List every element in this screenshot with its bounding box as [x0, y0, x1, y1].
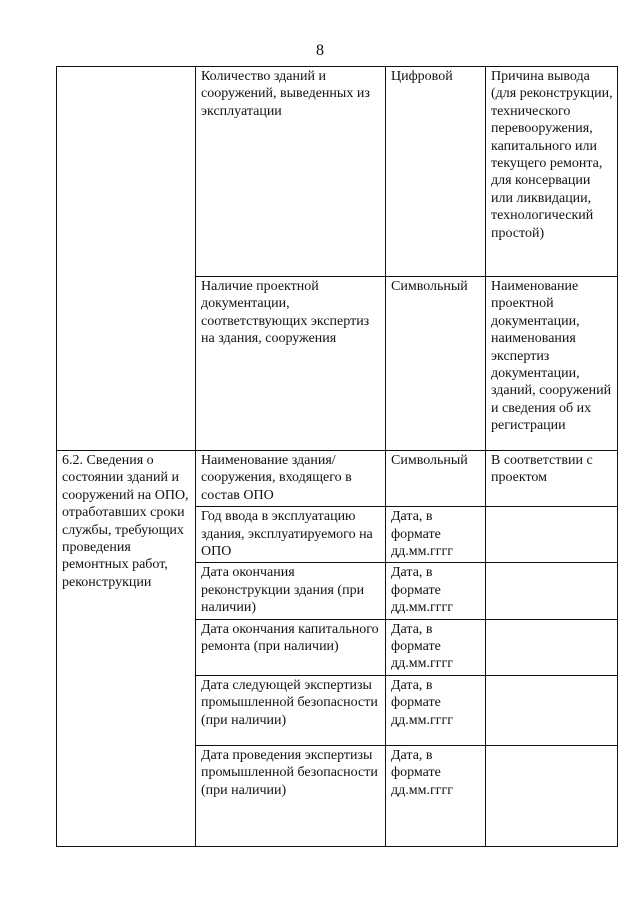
- requirements-table: [56, 66, 618, 847]
- note-cell: Наименование проектной документации, наименования экспертиз документации, зданий, сооружений и сведения об их регистрации: [486, 277, 618, 451]
- section-cell: [57, 67, 196, 451]
- indicator-cell: Дата окончания капитального ремонта (при наличии): [196, 619, 386, 675]
- type-cell: Дата, в формате дд.мм.гггг: [386, 675, 486, 745]
- indicator-cell: Дата окончания реконструкции здания (при наличии): [196, 563, 386, 619]
- indicator-cell: Год ввода в эксплуатацию здания, эксплуатируемого на ОПО: [196, 507, 386, 563]
- type-cell: Дата, в формате дд.мм.гггг: [386, 619, 486, 675]
- type-cell: Дата, в формате дд.мм.гггг: [386, 563, 486, 619]
- indicator-cell: Дата проведения экспертизы промышленной безопасности (при наличии): [196, 745, 386, 846]
- indicator-cell: Дата следующей экспертизы промышленной безопасности (при наличии): [196, 675, 386, 745]
- note-cell: [486, 675, 618, 745]
- type-cell: Дата, в формате дд.мм.гггг: [386, 745, 486, 846]
- note-cell: Причина вывода (для реконструкции, технического перевооружения, капитального или текущего ремонта, для консервации или ликвидации, технологический простой): [486, 67, 618, 277]
- section-cell: 6.2. Сведения о состоянии зданий и сооружений на ОПО, отработавших сроки службы, требующих проведения ремонтных работ, реконструкции: [57, 451, 196, 847]
- type-cell: Цифровой: [386, 67, 486, 277]
- note-cell: [486, 507, 618, 563]
- type-cell: Символьный: [386, 451, 486, 507]
- table-row: [57, 451, 618, 507]
- table-row: [57, 67, 618, 277]
- note-cell: [486, 563, 618, 619]
- indicator-cell: Количество зданий и сооружений, выведенных из эксплуатации: [196, 67, 386, 277]
- type-cell: Символьный: [386, 277, 486, 451]
- note-cell: [486, 619, 618, 675]
- page-number: 8: [316, 42, 324, 59]
- indicator-cell: Наименование здания/сооружения, входящего в состав ОПО: [196, 451, 386, 507]
- indicator-cell: Наличие проектной документации, соответствующих экспертиз на здания, сооружения: [196, 277, 386, 451]
- note-cell: [486, 745, 618, 846]
- note-cell: В соответствии с проектом: [486, 451, 618, 507]
- type-cell: Дата, в формате дд.мм.гггг: [386, 507, 486, 563]
